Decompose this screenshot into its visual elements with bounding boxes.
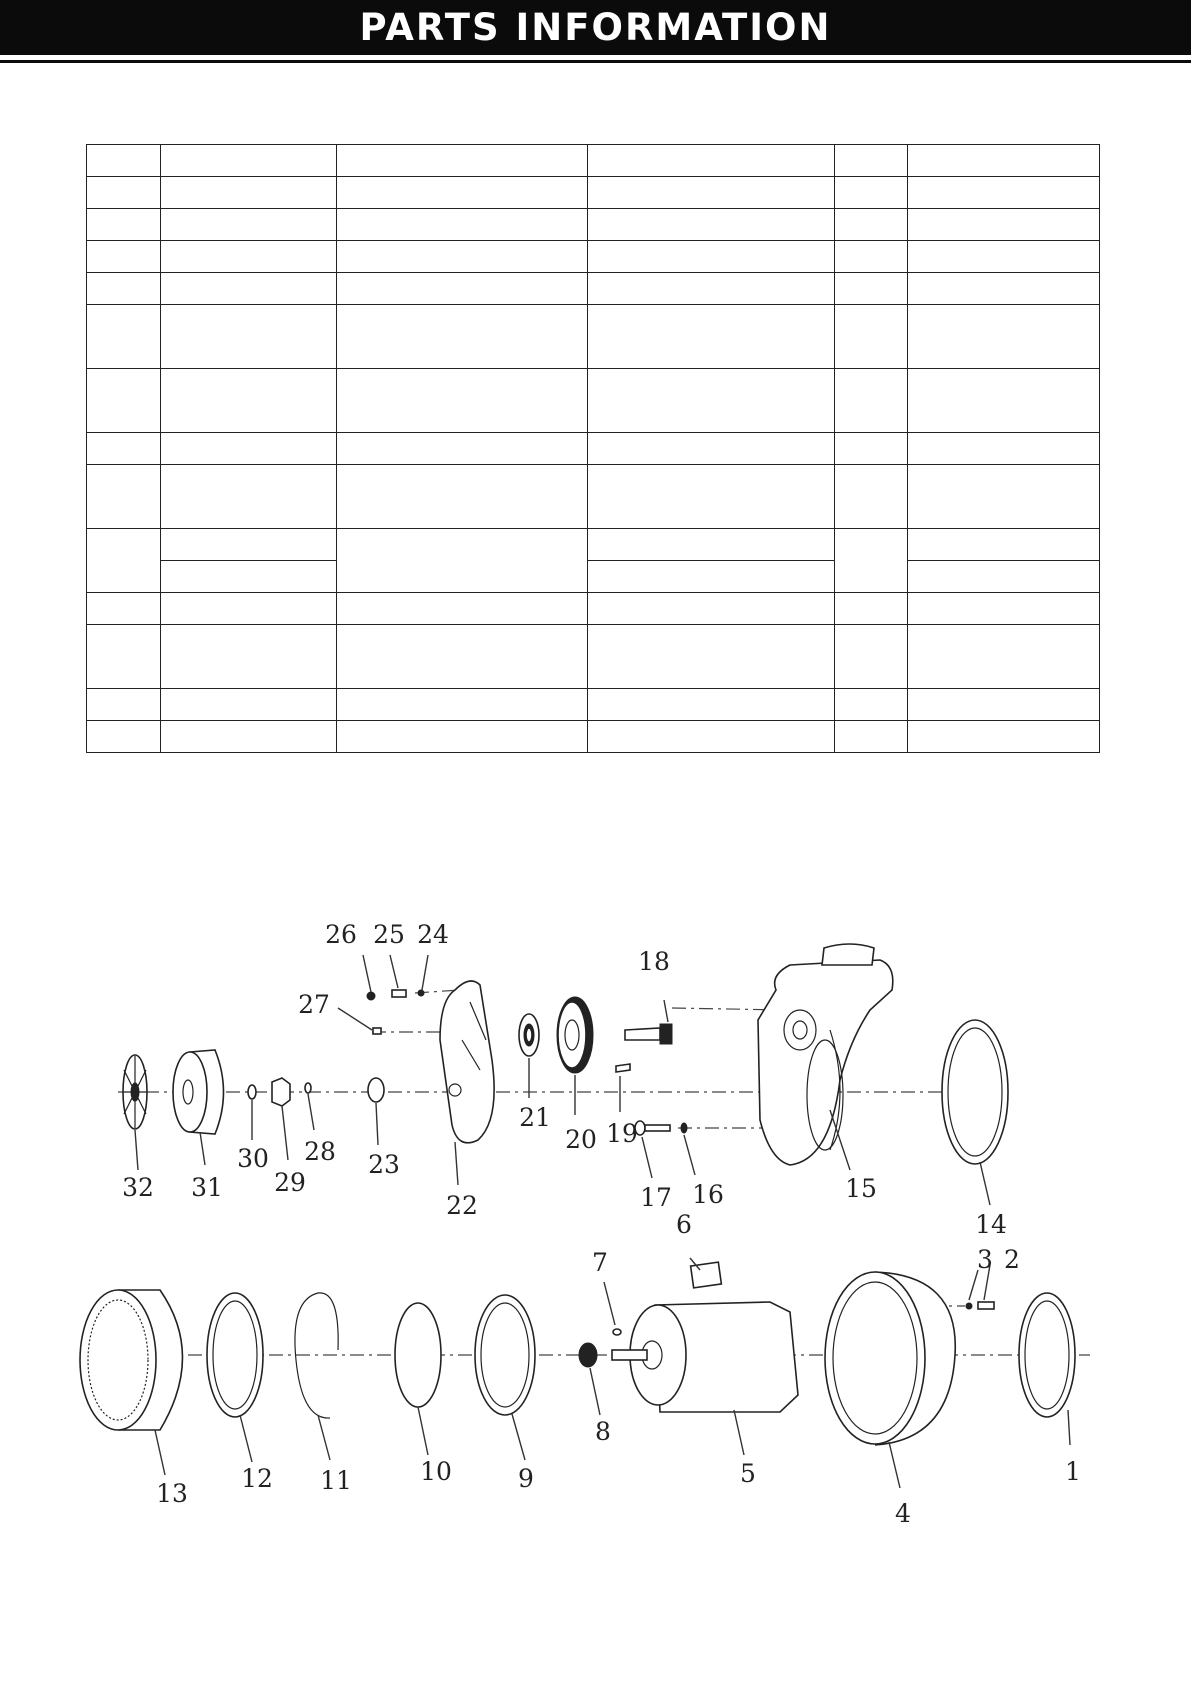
callout-label: 5	[740, 1459, 756, 1488]
table-cell	[161, 625, 337, 689]
leader-line	[390, 955, 398, 988]
table-cell	[908, 273, 1100, 305]
table-cell	[337, 209, 588, 241]
callout-label: 21	[519, 1103, 551, 1132]
callout-label: 19	[606, 1119, 638, 1148]
table-cell	[87, 689, 161, 721]
table-cell	[908, 593, 1100, 625]
callout-label: 29	[274, 1168, 306, 1197]
callout-label: 3	[977, 1245, 993, 1274]
table-cell	[337, 273, 588, 305]
leader-line	[980, 1162, 990, 1205]
callout-label: 31	[191, 1173, 223, 1202]
table-cell	[908, 177, 1100, 209]
parts-table	[86, 144, 1100, 753]
table-cell	[588, 625, 835, 689]
table-cell	[337, 529, 588, 593]
table-cell	[337, 433, 588, 465]
callout-label: 14	[975, 1210, 1007, 1239]
page-header	[0, 0, 1191, 55]
part-13-ring-gear	[80, 1290, 183, 1430]
callout-label: 11	[320, 1466, 352, 1495]
table-cell	[835, 177, 908, 209]
part-24-washer	[418, 990, 424, 996]
table-cell	[337, 369, 588, 433]
part-30-washer	[248, 1085, 256, 1099]
table-cell	[835, 689, 908, 721]
table-cell	[161, 305, 337, 369]
part-19-key	[616, 1064, 630, 1072]
table-cell	[161, 433, 337, 465]
table-cell	[588, 433, 835, 465]
table-cell	[588, 273, 835, 305]
table-cell	[87, 721, 161, 753]
table-cell	[588, 241, 835, 273]
table-row	[87, 465, 1100, 529]
leader-line	[512, 1414, 525, 1460]
table-cell	[161, 145, 337, 177]
table-row	[87, 721, 1100, 753]
callout-label: 10	[420, 1457, 452, 1486]
part-7-pin	[613, 1329, 621, 1335]
table-cell	[87, 273, 161, 305]
part-3-washer	[966, 1303, 972, 1309]
part-15-gearbox-housing	[758, 944, 893, 1165]
table-cell	[835, 529, 908, 593]
table-row	[87, 561, 1100, 593]
table-cell	[161, 593, 337, 625]
leader-line	[308, 1094, 314, 1130]
part-23-bearing	[368, 1078, 384, 1102]
leader-line	[363, 955, 371, 992]
table-row	[87, 209, 1100, 241]
part-31-brake-housing	[173, 1050, 224, 1134]
table-cell	[588, 177, 835, 209]
table-cell	[908, 145, 1100, 177]
table-cell	[588, 561, 835, 593]
table-cell	[835, 209, 908, 241]
table-cell	[87, 145, 161, 177]
table-cell	[161, 529, 337, 561]
table-cell	[87, 177, 161, 209]
part-2-screw	[978, 1302, 994, 1309]
table-cell	[588, 209, 835, 241]
part-4-hub	[825, 1272, 955, 1445]
table-cell	[835, 273, 908, 305]
callout-label: 8	[595, 1417, 611, 1446]
table-cell	[588, 593, 835, 625]
callout-label: 16	[692, 1180, 724, 1209]
table-cell	[87, 529, 161, 593]
part-27-key	[373, 1028, 381, 1034]
part-5-motor	[612, 1302, 798, 1412]
leader-line	[240, 1415, 252, 1462]
table-cell	[908, 209, 1100, 241]
part-29-nut	[272, 1078, 290, 1106]
part-22-gear-plate	[440, 981, 494, 1143]
table-cell	[87, 241, 161, 273]
table-cell	[835, 305, 908, 369]
leader-line	[200, 1132, 205, 1165]
table-cell	[908, 529, 1100, 561]
callout-label: 1	[1065, 1457, 1081, 1486]
table-cell	[835, 721, 908, 753]
part-28-pin	[305, 1083, 311, 1093]
callout-label: 23	[368, 1150, 400, 1179]
table-cell	[161, 209, 337, 241]
table-cell	[87, 305, 161, 369]
callout-label: 27	[298, 990, 330, 1019]
table-row	[87, 593, 1100, 625]
table-cell	[161, 689, 337, 721]
table-cell	[337, 145, 588, 177]
leader-line	[455, 1142, 458, 1185]
leader-line	[318, 1415, 330, 1460]
leader-line	[1068, 1410, 1070, 1445]
leader-line	[590, 1368, 600, 1415]
header-rule	[0, 60, 1191, 63]
callout-label: 6	[676, 1210, 692, 1239]
part-25-bolt	[392, 990, 406, 997]
table-cell	[337, 177, 588, 209]
callout-label: 13	[156, 1479, 188, 1508]
part-14-ring	[942, 1020, 1008, 1164]
table-row	[87, 433, 1100, 465]
table-row	[87, 625, 1100, 689]
table-row	[87, 241, 1100, 273]
leader-line	[969, 1270, 978, 1300]
leader-line	[282, 1106, 288, 1160]
part-9-seal	[475, 1295, 535, 1415]
callout-label: 17	[640, 1183, 672, 1212]
leader-line	[135, 1130, 138, 1170]
callout-label: 22	[446, 1191, 478, 1220]
table-cell	[835, 593, 908, 625]
table-cell	[908, 465, 1100, 529]
leader-line	[664, 1000, 668, 1022]
callout-label: 25	[373, 920, 405, 949]
table-row	[87, 305, 1100, 369]
table-cell	[588, 529, 835, 561]
leader-line	[889, 1442, 900, 1488]
table-cell	[337, 721, 588, 753]
table-cell	[87, 369, 161, 433]
part-6-connector	[691, 1262, 722, 1288]
table-cell	[908, 561, 1100, 593]
leader-line	[604, 1282, 615, 1325]
table-cell	[87, 209, 161, 241]
table-cell	[337, 689, 588, 721]
callout-label: 26	[325, 920, 357, 949]
callout-label: 32	[122, 1173, 154, 1202]
table-cell	[161, 241, 337, 273]
exploded-parts-diagram	[0, 880, 1191, 1540]
table-cell	[835, 369, 908, 433]
part-20-gear	[557, 997, 593, 1073]
callout-label: 2	[1004, 1245, 1020, 1274]
table-cell	[87, 593, 161, 625]
callout-label: 15	[845, 1174, 877, 1203]
table-cell	[588, 145, 835, 177]
callout-label: 30	[237, 1144, 269, 1173]
leader-line	[684, 1135, 695, 1175]
callout-label: 9	[518, 1464, 534, 1493]
leader-line	[155, 1430, 165, 1475]
table-cell	[337, 593, 588, 625]
part-18-shaft	[625, 1024, 672, 1044]
part-8-pinion	[579, 1343, 597, 1367]
table-cell	[588, 465, 835, 529]
leader-line	[376, 1103, 378, 1145]
table-cell	[337, 465, 588, 529]
table-row	[87, 529, 1100, 561]
part-12-bearing	[207, 1293, 263, 1417]
table-row	[87, 369, 1100, 433]
table-cell	[908, 689, 1100, 721]
table-cell	[908, 721, 1100, 753]
leader-line	[338, 1008, 372, 1030]
callout-label: 20	[565, 1125, 597, 1154]
table-cell	[161, 369, 337, 433]
leader-line	[422, 955, 428, 990]
callout-label: 7	[592, 1248, 608, 1277]
leader-line	[418, 1407, 428, 1455]
table-cell	[161, 465, 337, 529]
table-cell	[87, 465, 161, 529]
table-cell	[908, 369, 1100, 433]
leader-line	[734, 1410, 744, 1455]
table-cell	[908, 625, 1100, 689]
part-21-bearing	[519, 1014, 539, 1056]
table-cell	[835, 465, 908, 529]
table-cell	[161, 177, 337, 209]
table-cell	[161, 721, 337, 753]
callout-label: 12	[241, 1464, 273, 1493]
part-1-ring	[1019, 1293, 1075, 1417]
callout-label: 24	[417, 920, 449, 949]
part-17-bolt	[635, 1121, 670, 1135]
table-row	[87, 273, 1100, 305]
table-cell	[87, 625, 161, 689]
table-row	[87, 145, 1100, 177]
part-26-screw	[367, 992, 375, 1000]
page-title: PARTS INFORMATION	[359, 6, 832, 49]
table-cell	[161, 273, 337, 305]
callout-label: 28	[304, 1137, 336, 1166]
callout-label: 18	[638, 947, 670, 976]
table-cell	[588, 305, 835, 369]
table-cell	[588, 721, 835, 753]
table-cell	[835, 241, 908, 273]
table-cell	[337, 241, 588, 273]
table-cell	[908, 241, 1100, 273]
callout-label: 4	[895, 1499, 911, 1528]
table-cell	[87, 433, 161, 465]
leader-line	[642, 1137, 652, 1178]
table-cell	[835, 145, 908, 177]
part-10-ring	[395, 1303, 441, 1407]
table-row	[87, 689, 1100, 721]
table-row	[87, 177, 1100, 209]
table-cell	[588, 689, 835, 721]
table-cell	[337, 625, 588, 689]
table-cell	[908, 305, 1100, 369]
table-cell	[908, 433, 1100, 465]
part-16-washer	[681, 1123, 687, 1133]
table-cell	[835, 433, 908, 465]
table-cell	[337, 305, 588, 369]
table-cell	[835, 625, 908, 689]
table-cell	[161, 561, 337, 593]
part-32-fan-cover	[123, 1055, 147, 1129]
table-cell	[588, 369, 835, 433]
